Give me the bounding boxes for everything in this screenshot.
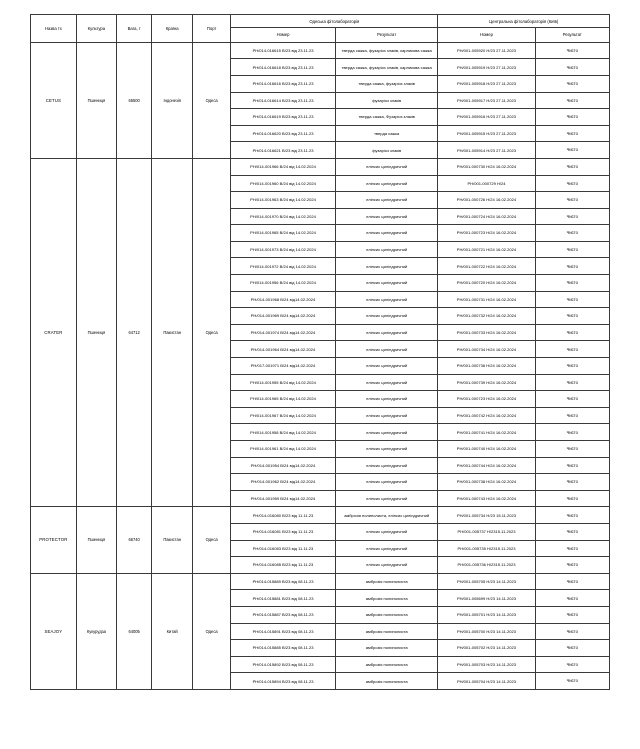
cell-port: Одеса [193,573,231,689]
cell-odesa-result: амброзія полинолиста [335,656,438,673]
cell-odesa-number: PH/014-016621 В/23 від 23.11.23 [231,142,336,159]
cell-port: Одеса [193,42,231,158]
cell-central-number: PH/001-000740 Н/24 16.02.2024 [438,441,535,458]
cell-central-number: PH/001-000724 Н/24 16.02.2024 [438,208,535,225]
cell-odesa-number: PH/014-001970 В/24 від 14.02.2024 [231,208,336,225]
cell-odesa-number: PH/014-016614 В/23 від 23.11.23 [231,92,336,109]
cell-central-number: PH/001-005735 Н/2315.11.2023 [438,540,535,557]
cell-central-number: PH/001-000743 Н/24 16.02.2024 [438,490,535,507]
cell-odesa-result: еліпсис циліндричний [335,158,438,175]
cell-central-result: Чисто [535,324,609,341]
cell-odesa-number: PH/014-001972 В/24 від 14.02.2024 [231,258,336,275]
cell-central-number: PH/001-005734 Н/23 15.11.2023 [438,507,535,524]
cell-central-number: PH/001-005916 Н/23 27.11.2023 [438,109,535,126]
cell-central-number: PH/001-005920 Н/23 27.11.2023 [438,42,535,59]
cell-vessel-name: PROTECTOR [31,507,77,573]
cell-central-number: PH/001-005703 Н/23 14.11.2023 [438,656,535,673]
cell-central-result: Чисто [535,457,609,474]
cell-odesa-number: PH/014-016616 В/23 від 23.11.23 [231,75,336,92]
cell-odesa-number: PH/014-016081 В/23 від 11.11.23 [231,523,336,540]
cell-central-number: PH/001-000729 Н/24 [438,175,535,192]
cell-central-result: Чисто [535,490,609,507]
cell-central-result: Чисто [535,92,609,109]
cell-central-result: Чисто [535,109,609,126]
cell-culture: Пшениця [76,42,116,158]
cell-central-number: PH/001-000734 Н/24 16.02.2024 [438,341,535,358]
cell-odesa-number: PH/014-016615 В/23 від 23.11.23 [231,42,336,59]
cell-odesa-result: еліпсис циліндричний [335,374,438,391]
cell-country: Індонезія [152,42,193,158]
cell-central-result: Чисто [535,291,609,308]
cell-central-result: Чисто [535,673,609,690]
table-body [31,42,610,689]
cell-odesa-number: PH/014-015889 В/23 від 08.11.23 [231,573,336,590]
cell-central-number: PH/001-000738 Н/24 16.02.2024 [438,474,535,491]
cell-odesa-result: еліпсис циліндричний [335,192,438,209]
cell-odesa-result: еліпсис циліндричний [335,341,438,358]
cell-central-number: PH/001-000739 Н/24 16.02.2024 [438,374,535,391]
cell-central-result: Чисто [535,258,609,275]
cell-odesa-number: PH/014-001962 В/24 від14.02.2024 [231,474,336,491]
cell-weight: 64712 [117,158,152,506]
cell-odesa-result: еліпсис циліндричний [335,291,438,308]
column-header-central-number: Номер [438,28,535,42]
cell-vessel-name: CETUS [31,42,77,158]
table-header [31,15,610,43]
cell-odesa-result: еліпсис циліндричний [335,225,438,242]
cell-central-result: Чисто [535,275,609,292]
cell-odesa-number: PH/014-001965 В/24 від 14.02.2024 [231,225,336,242]
cell-odesa-number: PH/014-001967 В/24 від 14.02.2024 [231,407,336,424]
cell-central-number: PH/001-005701 Н/23 14.11.2023 [438,606,535,623]
cell-odesa-result: тверда сажка, фузаріоз злаків, карликова сажка [335,59,438,76]
cell-odesa-result: амброзія полинолиста [335,623,438,640]
cell-odesa-result: еліпсис циліндричний [335,258,438,275]
cell-central-number: PH/001-000730 Н/24 16.02.2024 [438,158,535,175]
cell-central-result: Чисто [535,523,609,540]
cell-central-result: Чисто [535,590,609,607]
cell-odesa-result: еліпсис циліндричний [335,324,438,341]
cell-central-number: PH/001-005915 Н/23 27.11.2023 [438,125,535,142]
cell-odesa-number: PH/014-001973 В/24 від 14.02.2024 [231,241,336,258]
cell-odesa-number: PH/014-001963 В/24 від 14.02.2024 [231,192,336,209]
cell-central-result: Чисто [535,192,609,209]
cell-central-result: Чисто [535,557,609,574]
cell-central-result: Чисто [535,308,609,325]
cell-odesa-result: еліпсис циліндричний [335,474,438,491]
cell-central-result: Чисто [535,623,609,640]
cell-central-number: PH/001-005918 Н/23 27.11.2023 [438,75,535,92]
cell-odesa-result: еліпсис циліндричний [335,441,438,458]
cell-central-result: Чисто [535,573,609,590]
table-row [31,507,610,524]
cell-central-result: Чисто [535,540,609,557]
cell-odesa-result: еліпсис циліндричний [335,407,438,424]
cell-odesa-number: PH/014-001964 В/24 від14.02.2024 [231,341,336,358]
cell-odesa-result: амброзія полинолиста [335,573,438,590]
cell-odesa-result: тверда сажка, фузаріоз злаків [335,75,438,92]
cell-odesa-number: PH/014-016085 В/23 від 11.11.23 [231,557,336,574]
cell-central-number: PH/001-000722 Н/24 16.02.2024 [438,258,535,275]
cell-central-number: PH/001-000736 Н/24 16.02.2024 [438,358,535,375]
cell-central-result: Чисто [535,241,609,258]
column-header-port: Порт [193,15,231,43]
cell-odesa-result: фузаріоз злаків [335,142,438,159]
cell-central-result: Чисто [535,75,609,92]
cell-odesa-number: PH/014-016618 В/23 від 23.11.23 [231,59,336,76]
cell-central-number: PH/001-005704 Н/23 14.11.2023 [438,673,535,690]
cell-odesa-number: PH/014-001968 В/24 від14.02.2024 [231,291,336,308]
cell-central-number: PH/001-000732 Н/24 16.02.2024 [438,308,535,325]
cell-central-number: PH/001-000726 Н/24 16.02.2024 [438,192,535,209]
cell-odesa-number: PH/014-001956 В/24 від 14.02.2024 [231,275,336,292]
cell-odesa-result: еліпсис циліндричний [335,523,438,540]
cell-weight: 64005 [117,573,152,689]
cell-odesa-result: еліпсис циліндричний [335,557,438,574]
cell-central-number: PH/001-000720 Н/24 16.02.2024 [438,275,535,292]
cell-odesa-result: амброзія полинолиста [335,590,438,607]
cell-country: Пакистан [152,158,193,506]
column-header-culture: Культура [76,15,116,43]
cell-odesa-result: амброзія полинолиста, еліпсис циліндричний [335,507,438,524]
cell-central-result: Чисто [535,656,609,673]
cell-odesa-number: PH/014-015892 В/23 від 08.11.23 [231,656,336,673]
cell-odesa-result: еліпсис циліндричний [335,358,438,375]
cell-central-number: PH/001-005737 Н/2315.11.2023 [438,523,535,540]
table-row [31,42,610,59]
column-group-header-central-lab: Центральна фітолабораторія (Київ) [438,15,610,28]
cell-central-result: Чисто [535,59,609,76]
table-row [31,573,610,590]
cell-central-number: PH/001-000741 Н/24 16.02.2024 [438,424,535,441]
cell-odesa-number: PH/014-001954 В/24 від14.02.2024 [231,457,336,474]
cell-odesa-number: PH/014-001969 В/24 від14.02.2024 [231,308,336,325]
cell-odesa-number: PH/014-015894 В/23 від 08.11.23 [231,673,336,690]
cell-odesa-number: PH/017-001971 В/24 від14.02.2024 [231,358,336,375]
cell-odesa-number: PH/014-001958 В/24 від 14.02.2024 [231,424,336,441]
cell-central-number: PH/001-005699 Н/23 14.11.2023 [438,590,535,607]
cell-central-result: Чисто [535,640,609,657]
cell-odesa-result: еліпсис циліндричний [335,490,438,507]
cell-central-number: PH/001-005914 Н/23 27.11.2023 [438,142,535,159]
cell-central-number: PH/001-005917 Н/23 27.11.2023 [438,92,535,109]
column-header-weight: Вага, т [117,15,152,43]
cell-culture: Пшениця [76,507,116,573]
cell-country: Пакистан [152,507,193,573]
cell-central-result: Чисто [535,42,609,59]
column-header-odesa-number: Номер [231,28,336,42]
cell-odesa-result: еліпсис циліндричний [335,540,438,557]
cell-odesa-number: PH/014-015891 В/23 від 08.11.23 [231,623,336,640]
cell-central-result: Чисто [535,374,609,391]
cell-odesa-number: PH/014-015881 В/23 від 08.11.23 [231,590,336,607]
cell-central-result: Чисто [535,424,609,441]
cell-central-result: Чисто [535,391,609,408]
cell-vessel-name: SEAJOY [31,573,77,689]
cell-odesa-result: еліпсис циліндричний [335,391,438,408]
cell-central-number: PH/001-000731 Н/24 16.02.2024 [438,291,535,308]
cell-odesa-result: еліпсис циліндричний [335,424,438,441]
cell-odesa-number: PH/014-001966 В/24 від 14.02.2024 [231,158,336,175]
cell-central-result: Чисто [535,441,609,458]
cell-odesa-result: еліпсис циліндричний [335,208,438,225]
cell-odesa-number: PH/014-015887 В/23 від 08.11.23 [231,606,336,623]
cell-odesa-result: еліпсис циліндричний [335,275,438,292]
cell-central-result: Чисто [535,158,609,175]
cell-central-number: PH/001-005736 Н/2315.11.2023 [438,557,535,574]
cell-odesa-result: еліпсис циліндричний [335,308,438,325]
cell-central-result: Чисто [535,175,609,192]
cell-central-result: Чисто [535,474,609,491]
cell-central-result: Чисто [535,407,609,424]
cell-central-number: PH/001-005919 Н/23 27.11.2023 [438,59,535,76]
cell-odesa-result: тверда сажка [335,125,438,142]
cell-central-number: PH/001-000723 Н/24 16.02.2024 [438,225,535,242]
column-header-odesa-result: Результат [335,28,438,42]
cell-central-number: PH/001-000744 Н/24 16.02.2024 [438,457,535,474]
cell-odesa-number: PH/014-001965 В/24 від 14.02.2024 [231,391,336,408]
column-header-central-result: Результат [535,28,609,42]
cell-odesa-number: PH/014-001955 В/24 від 14.02.2024 [231,374,336,391]
column-group-header-odesa-lab: Одеська фітолабораторія [231,15,438,28]
cell-central-number: PH/001-005705 Н/23 14.11.2023 [438,573,535,590]
cell-odesa-number: PH/014-016080 В/23 від 11.11.23 [231,507,336,524]
cell-port: Одеса [193,158,231,506]
cell-central-number: PH/001-000721 Н/24 16.02.2024 [438,241,535,258]
cell-weight: 65500 [117,42,152,158]
cell-odesa-number: PH/014-001959 В/24 від14.02.2024 [231,490,336,507]
cell-central-number: PH/001-005700 Н/23 14.11.2023 [438,623,535,640]
cell-odesa-result: еліпсис циліндричний [335,241,438,258]
cell-odesa-number: PH/014-015885 В/23 від 08.11.23 [231,640,336,657]
phytosanitary-report-table [30,14,610,690]
cell-central-result: Чисто [535,142,609,159]
cell-central-number: PH/001-000733 Н/24 16.02.2024 [438,324,535,341]
cell-odesa-result: тверда сажка, фузаріоз злаків, карликова сажка [335,42,438,59]
cell-odesa-number: PH/014-001961 В/24 від 14.02.2024 [231,441,336,458]
cell-central-number: PH/001-005702 Н/23 14.11.2023 [438,640,535,657]
cell-central-result: Чисто [535,606,609,623]
cell-odesa-result: фузаріоз злаків [335,92,438,109]
column-header-country: Країна [152,15,193,43]
cell-odesa-number: PH/014-001974 В/24 від14.02.2024 [231,324,336,341]
cell-vessel-name: CRATER [31,158,77,506]
cell-central-number: PH/001-000723 Н/24 16.02.2024 [438,391,535,408]
cell-odesa-result: амброзія полинолиста [335,606,438,623]
cell-culture: Пшениця [76,158,116,506]
cell-central-result: Чисто [535,208,609,225]
cell-odesa-number: PH/014-001960 В/24 від 14.02.2024 [231,175,336,192]
cell-central-result: Чисто [535,341,609,358]
cell-central-result: Чисто [535,507,609,524]
cell-odesa-result: тверда сажка, Фузаріоз злаків [335,109,438,126]
cell-odesa-result: еліпсис циліндричний [335,175,438,192]
column-header-vessel: Назва тх [31,15,77,43]
cell-odesa-result: еліпсис циліндричний [335,457,438,474]
cell-central-result: Чисто [535,125,609,142]
cell-odesa-number: PH/014-016083 В/23 від 11.11.23 [231,540,336,557]
cell-central-number: PH/001-000742 Н/24 16.02.2024 [438,407,535,424]
cell-culture: Кукурудза [76,573,116,689]
cell-country: Китай [152,573,193,689]
cell-odesa-result: амброзія полинолиста [335,640,438,657]
cell-odesa-number: PH/014-016619 В/23 від 23.11.23 [231,109,336,126]
cell-central-result: Чисто [535,225,609,242]
cell-weight: 66740 [117,507,152,573]
cell-odesa-result: амброзія полинолиста [335,673,438,690]
cell-odesa-number: PH/014-016620 В/23 від 23.11.23 [231,125,336,142]
table-row [31,158,610,175]
cell-central-result: Чисто [535,358,609,375]
cell-port: Одеса [193,507,231,573]
